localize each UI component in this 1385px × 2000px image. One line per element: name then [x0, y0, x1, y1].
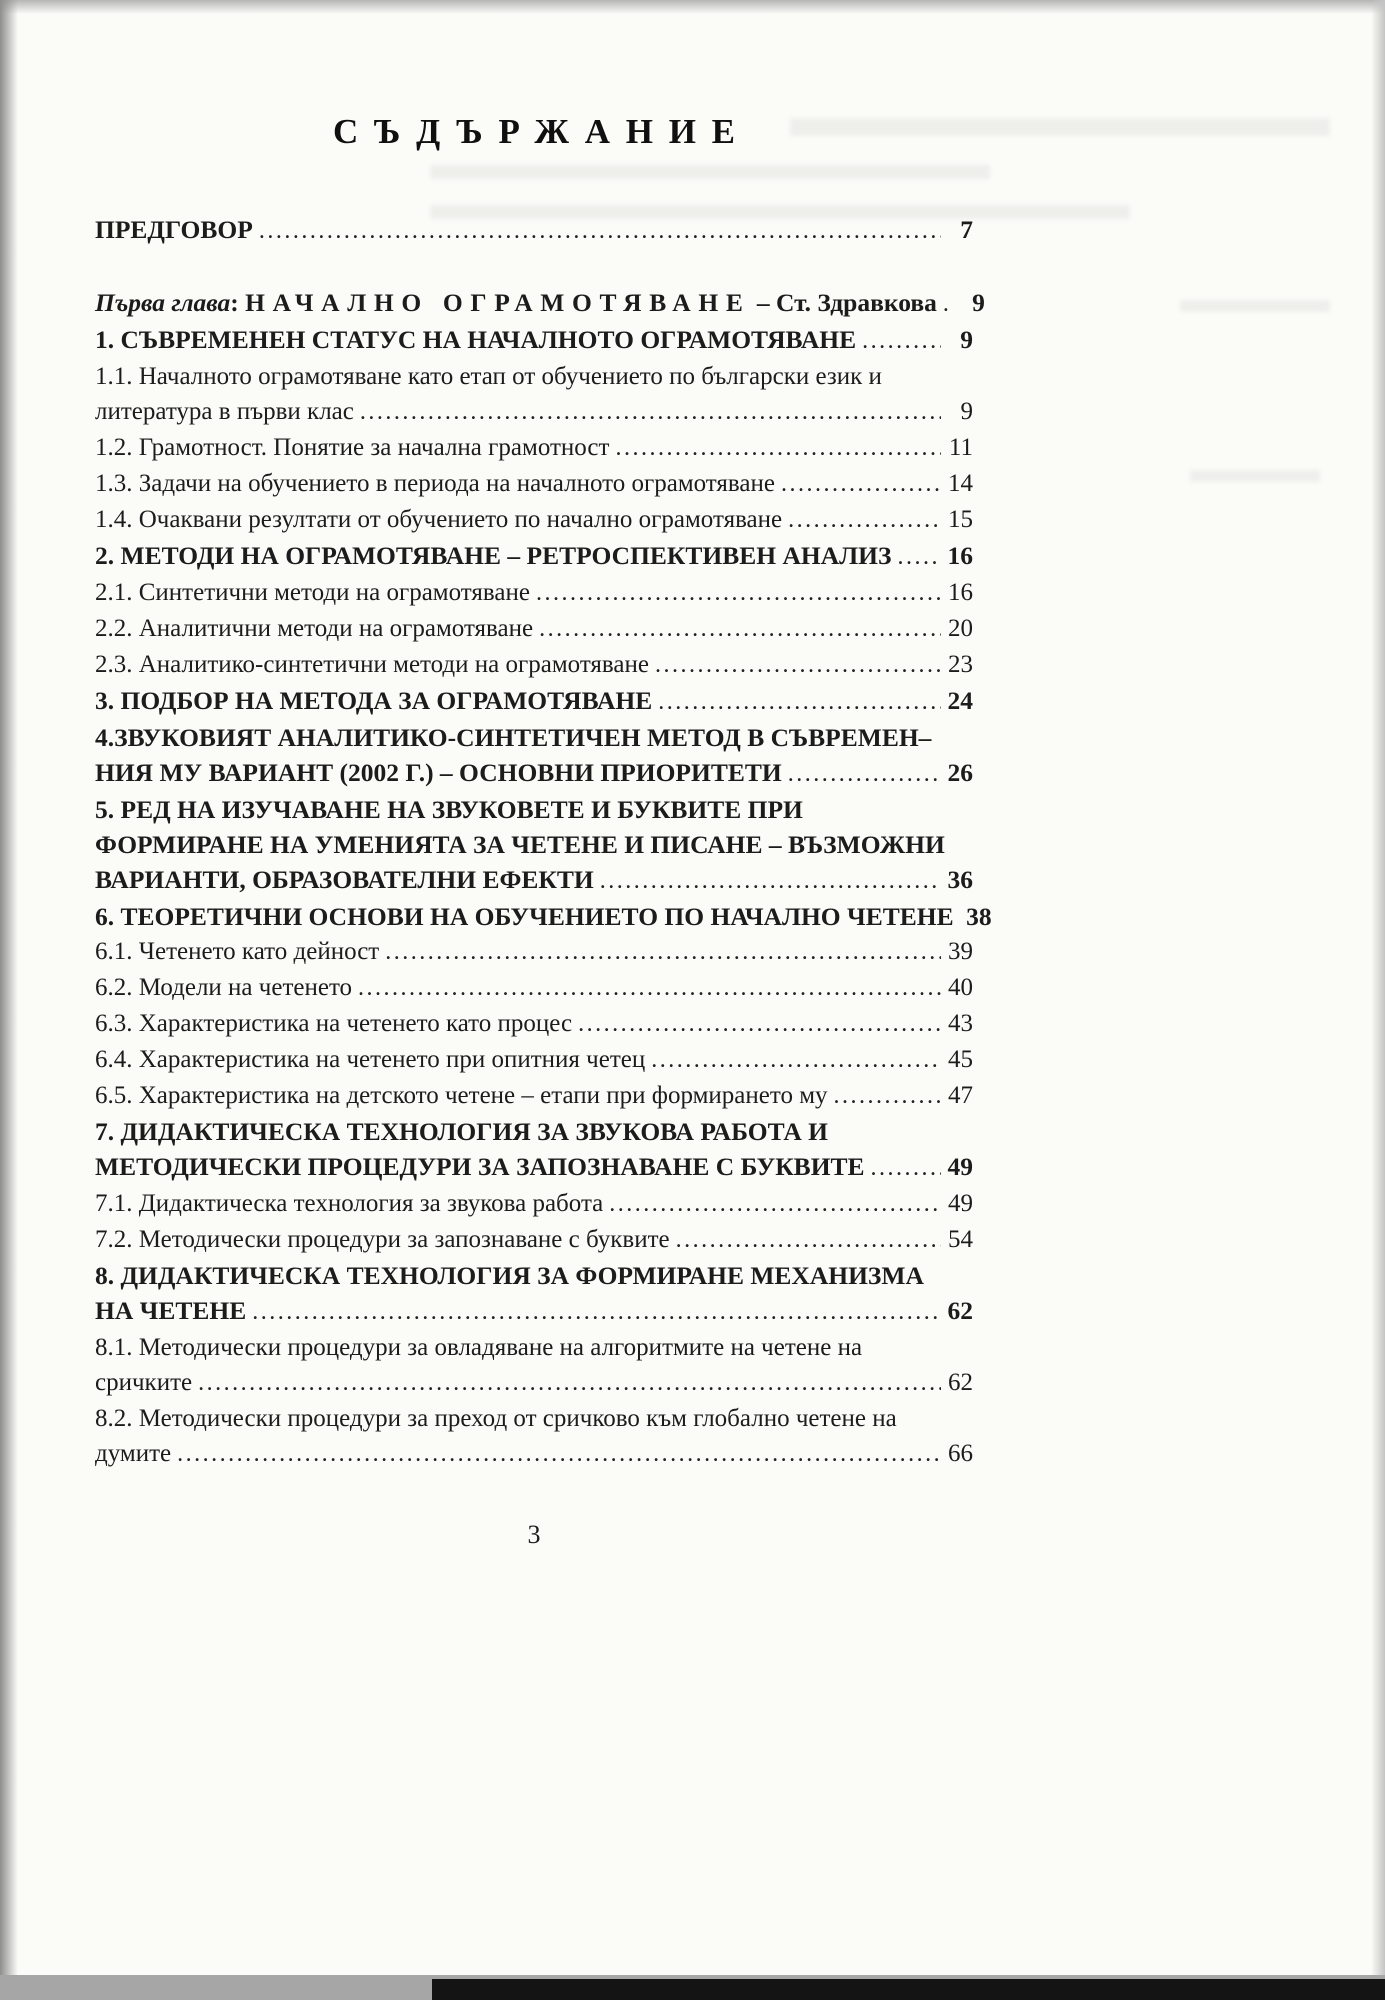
dot-leader	[609, 1186, 941, 1222]
toc-entry-page: 66	[948, 1440, 973, 1467]
dot-leader	[651, 1042, 941, 1078]
toc-entry	[95, 792, 973, 827]
dot-leader	[781, 466, 941, 502]
toc-entry	[95, 466, 973, 502]
dot-leader	[259, 212, 941, 249]
toc-entry-text: 2.3. Аналитико-синтетични методи на ограмотяване	[95, 651, 649, 678]
toc-entry-page: 9	[972, 288, 985, 317]
scan-edge-left	[0, 0, 18, 2000]
toc-entry	[95, 1330, 973, 1365]
toc-entry-text: думите	[95, 1440, 172, 1467]
toc-entry-text: 4.ЗВУКОВИЯТ АНАЛИТИКО-СИНТЕТИЧЕН МЕТОД В СЪВРЕМЕН–	[95, 723, 932, 752]
toc-entry-foreword	[95, 212, 973, 249]
toc-entry-page: 14	[948, 470, 973, 497]
toc-entry	[95, 430, 973, 466]
toc-entry	[95, 1042, 973, 1078]
dot-leader	[788, 755, 941, 792]
toc-entry-page: 43	[948, 1010, 973, 1037]
toc-entry	[95, 647, 973, 683]
toc-entry-text: ВАРИАНТИ, ОБРАЗОВАТЕЛНИ ЕФЕКТИ	[95, 865, 594, 894]
toc-entry-text: 8.1. Методически процедури за овладяване на алгоритмите на четене на	[95, 1334, 863, 1361]
toc-entry	[95, 575, 973, 611]
dot-leader	[360, 394, 941, 430]
dot-leader	[198, 1365, 941, 1401]
dot-leader	[655, 647, 941, 683]
dot-leader	[615, 430, 941, 466]
dot-leader	[658, 683, 941, 720]
toc-entry	[95, 1078, 973, 1114]
dot-leader	[871, 1149, 941, 1186]
toc-entry	[95, 827, 973, 862]
chapter-separator: :	[230, 288, 246, 317]
toc-entry	[95, 394, 973, 430]
toc-entry-page: 62	[947, 1296, 973, 1325]
toc-entry-text: ФОРМИРАНЕ НА УМЕНИЯТА ЗА ЧЕТЕНЕ И ПИСАНЕ – ВЪЗМОЖНИ	[95, 830, 945, 859]
toc-entry	[95, 755, 973, 792]
toc-entry	[95, 1365, 973, 1401]
toc-entry	[95, 1186, 973, 1222]
toc-entry-page: 36	[947, 865, 973, 894]
toc-entry	[95, 683, 973, 720]
toc-entry	[95, 1436, 973, 1472]
toc-entry-text: 8.2. Методически процедури за преход от сричково към глобално четене на	[95, 1405, 897, 1432]
toc-entry	[95, 720, 973, 755]
toc-entry	[95, 899, 992, 934]
toc-entry-page: 9	[960, 325, 973, 354]
toc-entry-text: 6. ТЕОРЕТИЧНИ ОСНОВИ НА ОБУЧЕНИЕТО ПО НАЧАЛНО ЧЕТЕНЕ	[95, 902, 954, 931]
toc-entry	[95, 934, 973, 970]
toc-entry-page: 38	[966, 902, 992, 931]
toc-entry-text: 1. СЪВРЕМЕНЕН СТАТУС НА НАЧАЛНОТО ОГРАМОТЯВАНЕ	[95, 325, 857, 354]
chapter-heading-text	[95, 285, 937, 320]
toc-entry	[95, 970, 973, 1006]
chapter-title: НАЧАЛНО ОГРАМОТЯВАНЕ	[245, 288, 751, 317]
toc-entry-text: 1.2. Грамотност. Понятие за начална грамотност	[95, 434, 610, 461]
bleedthrough-artifact	[1190, 470, 1320, 482]
toc-entry-text: 2.2. Аналитични методи на ограмотяване	[95, 615, 534, 642]
toc-entry	[95, 1258, 973, 1293]
dot-leader	[897, 538, 941, 575]
toc-entry	[95, 862, 973, 899]
toc-entry-page: 62	[948, 1369, 973, 1396]
toc-entry-page: 9	[960, 398, 973, 425]
toc-entry	[95, 1149, 973, 1186]
toc-entry-text: 6.1. Четенето като дейност	[95, 938, 380, 965]
toc-entry	[95, 502, 973, 538]
toc-entry-page: 11	[948, 434, 973, 461]
dot-leader	[600, 862, 941, 899]
page-title: СЪДЪРЖАНИЕ	[332, 112, 751, 151]
toc-entry-text: 7. ДИДАКТИЧЕСКА ТЕХНОЛОГИЯ ЗА ЗВУКОВА РАБОТА И	[95, 1117, 828, 1146]
page-number-footer: 3	[527, 1520, 541, 1549]
toc-entry-text: ПРЕДГОВОР	[95, 215, 253, 244]
toc-entry-text: 6.3. Характеристика на четенето като процес	[95, 1010, 573, 1037]
toc-entry-page: 16	[947, 541, 973, 570]
toc-entry-text: 7.2. Методически процедури за запознаване с буквите	[95, 1226, 670, 1253]
toc-entry-text: 6.2. Модели на четенето	[95, 974, 353, 1001]
toc-entry-page: 26	[947, 758, 973, 787]
toc-entry-text: 5. РЕД НА ИЗУЧАВАНЕ НА ЗВУКОВЕТЕ И БУКВИТЕ ПРИ	[95, 795, 803, 824]
toc-entry-page: 20	[948, 615, 973, 642]
dot-leader	[252, 1293, 941, 1330]
bleedthrough-artifact	[1180, 300, 1330, 312]
chapter-heading	[95, 285, 985, 322]
toc-entry	[95, 1222, 973, 1258]
toc-entry-page: 45	[948, 1046, 973, 1073]
toc-entry-page: 7	[960, 215, 973, 244]
scan-edge-right	[1371, 0, 1385, 2000]
toc-entry-text: НА ЧЕТЕНЕ	[95, 1296, 247, 1325]
dot-leader	[834, 1078, 941, 1114]
toc-entry-text: 2. МЕТОДИ НА ОГРАМОТЯВАНЕ – РЕТРОСПЕКТИВЕН АНАЛИЗ	[95, 541, 892, 570]
scan-edge-top	[0, 0, 1385, 14]
toc-entry-page: 24	[947, 686, 973, 715]
toc-entry-text: 1.4. Очаквани резултати от обучението по начално ограмотяване	[95, 506, 783, 533]
toc-entry-page: 54	[948, 1226, 973, 1253]
toc-entry-text: сричките	[95, 1369, 193, 1396]
dot-leader	[788, 502, 941, 538]
toc-entry-text: НИЯ МУ ВАРИАНТ (2002 Г.) – ОСНОВНИ ПРИОРИТЕТИ	[95, 758, 782, 787]
toc-entry-page: 49	[947, 1152, 973, 1181]
chapter-author: – Ст. Здравкова	[750, 288, 937, 317]
toc-entry-page: 23	[948, 651, 973, 678]
toc-entry	[95, 538, 973, 575]
toc-entry-page: 49	[948, 1190, 973, 1217]
dot-leader	[385, 934, 941, 970]
toc-entry-page: 16	[948, 579, 973, 606]
dot-leader	[676, 1222, 941, 1258]
toc-entry-text: 1.3. Задачи на обучението в периода на началното ограмотяване	[95, 470, 775, 497]
toc-entry-page: 47	[948, 1082, 973, 1109]
toc-entry-text: МЕТОДИЧЕСКИ ПРОЦЕДУРИ ЗА ЗАПОЗНАВАНЕ С БУКВИТЕ	[95, 1152, 865, 1181]
toc-entry-text: 1.1. Началното ограмотяване като етап от обучението по български език и	[95, 363, 882, 390]
dot-leader	[536, 575, 941, 611]
toc-entry	[95, 359, 973, 394]
toc-entry	[95, 611, 973, 647]
toc-entry-page: 39	[948, 938, 973, 965]
toc-list	[95, 322, 992, 1472]
toc-entry-text: 6.5. Характеристика на детското четене – етапи при формирането му	[95, 1082, 828, 1109]
toc-entry-text: литература в първи клас	[95, 398, 354, 425]
toc-entry	[95, 1006, 973, 1042]
toc-entry-text: 8. ДИДАКТИЧЕСКА ТЕХНОЛОГИЯ ЗА ФОРМИРАНЕ МЕХАНИЗМА	[95, 1261, 924, 1290]
toc-entry	[95, 1401, 973, 1436]
toc-entry	[95, 322, 973, 359]
chapter-prefix: Първа глава	[95, 288, 231, 317]
dot-leader	[578, 1006, 941, 1042]
dot-leader	[539, 611, 941, 647]
scan-bottom-shadow	[432, 1979, 1385, 2000]
dot-leader	[943, 285, 953, 322]
toc-entry-text: 2.1. Синтетични методи на ограмотяване	[95, 579, 530, 606]
dot-leader	[862, 322, 941, 359]
toc-entry-page: 15	[948, 506, 973, 533]
toc-entry-text: 7.1. Дидактическа технология за звукова работа	[95, 1190, 604, 1217]
toc-entry-text: 3. ПОДБОР НА МЕТОДА ЗА ОГРАМОТЯВАНЕ	[95, 686, 653, 715]
toc-entry	[95, 1114, 973, 1149]
toc-content	[95, 0, 992, 1550]
toc-entry-page: 40	[948, 974, 973, 1001]
dot-leader	[358, 970, 941, 1006]
toc-entry-text: 6.4. Характеристика на четенето при опитния четец	[95, 1046, 646, 1073]
dot-leader	[177, 1436, 941, 1472]
toc-entry	[95, 1293, 973, 1330]
